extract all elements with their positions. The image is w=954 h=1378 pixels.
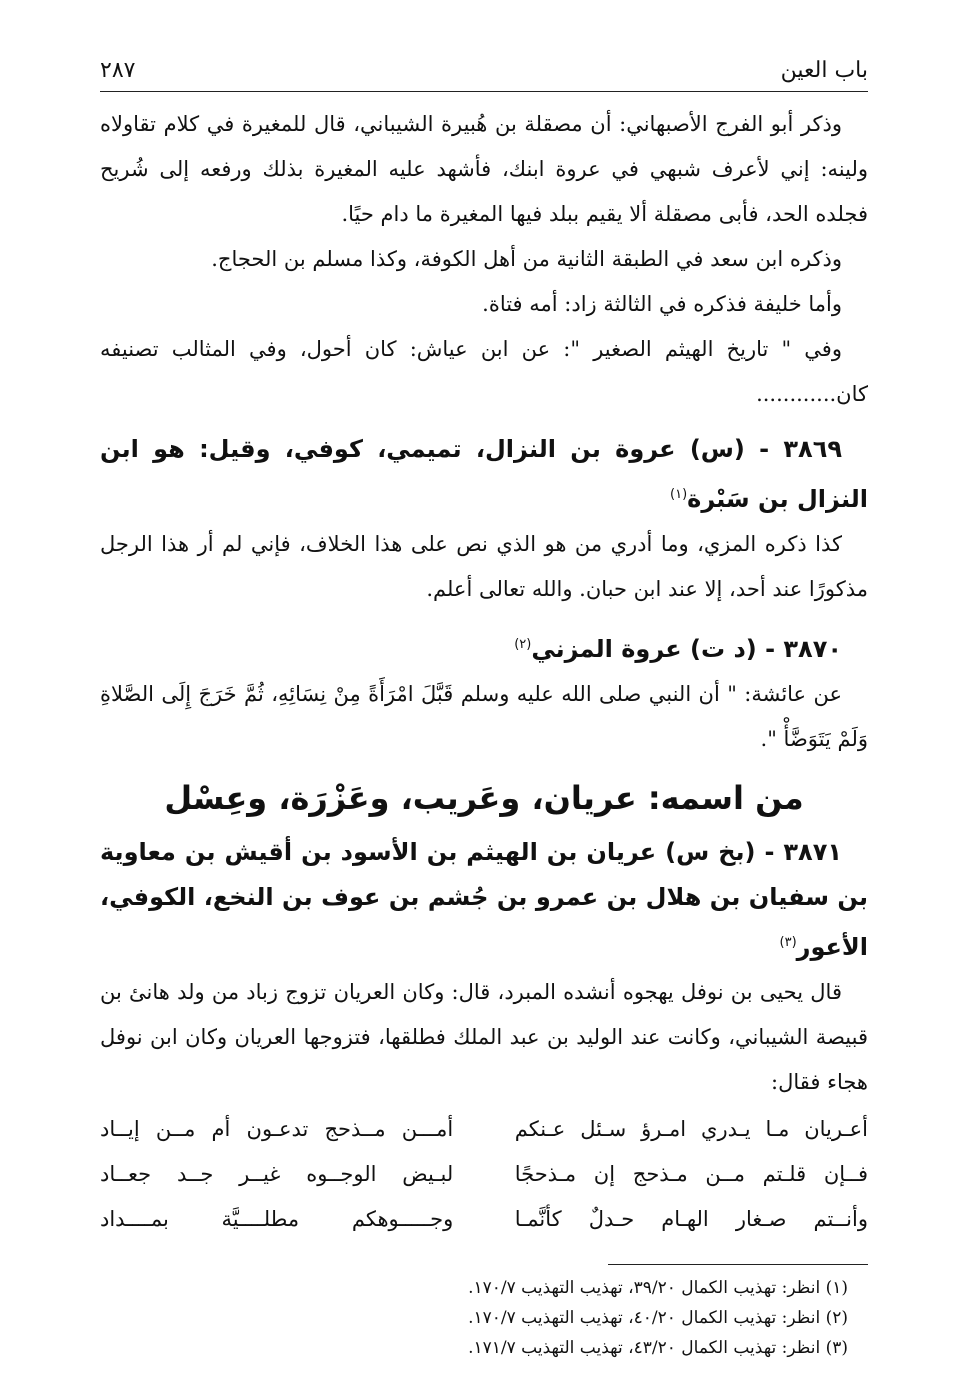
paragraph-isfahani: وذكر أبو الفرج الأصبهاني: أن مصقلة بن هُبيرة الشيباني، قال للمغيرة في كلام تقاولاه ولينه: إني لأعرف شبهي في عروة ابنك، فأشهد عليه المغيرة بذلك ورفعه إلى شُريح فجلده الحد، فأبى مصقلة ألا يقيم ببلد فيها المغيرة ما دام حيًا. [100,112,868,226]
section-title: من اسمه: عريان، وعَريب، وعَزْرَة، وعِسْل [164,779,804,817]
poem-second-hemistich: وجـــــوهكم مطلــــيَّة بمــــداد [100,1207,454,1231]
poem-second-hemistich: أمـــن مــذحج تدعـون أم مــن إيــاد [100,1117,454,1141]
paragraph-haytham: وفي " تاريخ الهيثم الصغير ": عن ابن عياش: كان أحول، وفي المثالب تصنيفه كان............ [100,337,868,406]
poem-first-hemistich: فــإن قلـتم مــن مـذحج إن مـذحجًا [514,1162,868,1186]
book-page [100,58,868,1358]
page-number: ٢٨٧ [100,58,136,83]
footnote-ref-3: (٣) [779,935,797,950]
entry-heading-3871 [100,830,868,970]
footnote-item: (٣) انظر: تهذيب الكمال ٤٣/٢٠، تهذيب التهذيب ١٧١/٧. [468,1338,848,1358]
entry-3869-body: كذا ذكره المزي، وما أدري من هو الذي نص على هذا الخلاف، فإني لم أر هذا الرجل مذكورًا عند أحد، إلا عند ابن حبان. والله تعالى أعلم. [100,532,868,601]
chapter-title: باب العين [780,58,868,83]
footnote-item: (٢) انظر: تهذيب الكمال ٤٠/٢٠، تهذيب التهذيب ١٧٠/٧. [468,1308,848,1328]
entry-heading-3870-text: ٣٨٧٠ - (د ت) عروة المزني [531,635,842,663]
paragraph-khalifa: وأما خليفة فذكره في الثالثة زاد: أمه فتاة. [482,292,842,316]
entry-heading-3869-text: ٣٨٦٩ - (س) عروة بن النزال، تميمي، كوفي، وقيل: هو ابن النزال بن سَبْرة [100,435,868,513]
entry-heading-3869 [100,427,868,522]
paragraph-ibn-saad: وذكره ابن سعد في الطبقة الثانية من أهل الكوفة، وكذا مسلم بن الحجاج. [211,247,842,271]
poem-verse [100,1152,868,1197]
footnote-separator [608,1264,868,1265]
entry-3870-body: عن عائشة: " أن النبي صلى الله عليه وسلم قَبَّلَ امْرَأَةً مِنْ نِسَائِهِ، ثُمَّ خَرَجَ إِلَى الصَّلاةِ وَلَمْ يَتَوَضَّأْ ". [100,682,868,751]
poem [100,1107,868,1242]
poem-second-hemistich: لبـيض الوجــوه غيــر جــد جعــاد [100,1162,454,1186]
poem-first-hemistich: وأنــتم صـغار الهـام حـدلٌ كأنَّمـا [514,1207,868,1231]
entry-3871-body: قال يحيى بن نوفل يهجوه أنشده المبرد، قال: وكان العريان تزوج زباد من ولد هانئ بن قبيصة الشيباني، وكانت عند الوليد بن عبد الملك فطلقها، فتزوجها العريان وكان ابن نوفل هجاء فقال: [100,980,868,1094]
entry-heading-3871-text: ٣٨٧١ - (بخ س) عريان بن الهيثم بن الأسود بن أقيش بن معاوية بن سفيان بن هلال بن عمرو بن جُشم بن عوف بن النخع، الكوفي، الأعور [100,838,868,961]
poem-first-hemistich: أعـريان مـا يـدري امـرؤ سـئل عـنكم [514,1117,868,1141]
running-header [100,58,868,92]
footnote-ref-2: (٢) [514,637,532,652]
footnotes [100,1273,868,1363]
poem-verse [100,1197,868,1242]
entry-heading-3870 [100,622,868,672]
footnote-item: (١) انظر: تهذيب الكمال ٣٩/٢٠، تهذيب التهذيب ١٧٠/٧. [468,1278,848,1298]
poem-verse [100,1107,868,1152]
footnote-ref-1: (١) [670,487,688,502]
